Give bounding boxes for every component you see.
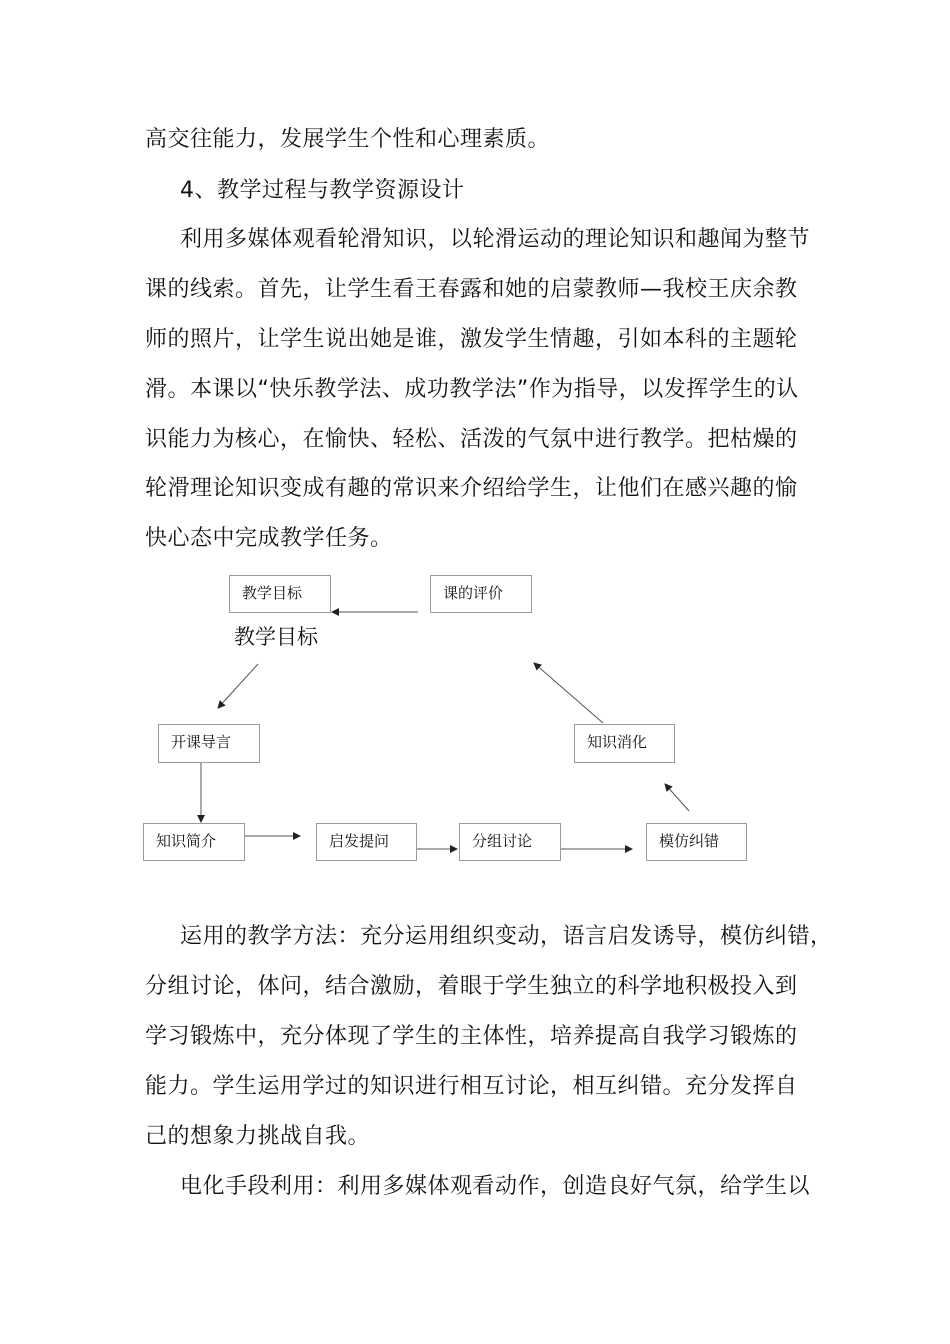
text-line: 师的照片，让学生说出她是谁，激发学生情趣，引如本科的主题轮: [145, 327, 798, 352]
box-lesson-evaluation: 课的评价: [430, 575, 532, 613]
text-line: 己的想象力挑战自我。: [145, 1124, 371, 1149]
text-line: 课的线索。首先，让学生看王春露和她的启蒙教师—我校王庆余教: [145, 277, 798, 302]
text-line: 学习锻炼中，充分体现了学生的主体性，培养提高自我学习锻炼的: [145, 1024, 798, 1049]
arrow-goal-to-intro: [218, 664, 258, 708]
box-knowledge-digest: 知识消化: [574, 724, 675, 763]
text-line: 高交往能力，发展学生个性和心理素质。: [145, 127, 551, 152]
text-line: 分组讨论，体问，结合激励，着眼于学生独立的科学地积极投入到: [145, 974, 798, 999]
box-knowledge-intro: 知识简介: [143, 823, 245, 861]
box-group-discussion: 分组讨论: [459, 823, 561, 861]
text-line: 利用多媒体观看轮滑知识，以轮滑运动的理论知识和趣闻为整节: [180, 227, 811, 252]
arrow-imitate-to-digest: [665, 784, 689, 811]
text-line: 能力。学生运用学过的知识进行相互讨论，相互纠错。充分发挥自: [145, 1074, 798, 1099]
text-line: 运用的教学方法：充分运用组织变动，语言启发诱导，模仿纠错，: [180, 924, 833, 949]
text-line: 快心态中完成教学任务。: [145, 526, 393, 551]
arrow-digest-to-evaluation: [534, 663, 603, 723]
text-line: 滑。本课以“快乐教学法、成功教学法”作为指导，以发挥学生的认: [145, 377, 799, 402]
diagram-title: 教学目标: [234, 625, 318, 649]
text-line: 电化手段利用：利用多媒体观看动作，创造良好气氛，给学生以: [180, 1174, 811, 1199]
text-line: 识能力为核心，在愉快、轻松、活泼的气氛中进行教学。把枯燥的: [145, 427, 798, 452]
box-imitate-correct: 模仿纠错: [646, 823, 747, 861]
box-inspire-question: 启发提问: [316, 823, 417, 861]
section-heading: 4、教学过程与教学资源设计: [180, 178, 465, 203]
box-teaching-goal: 教学目标: [229, 575, 331, 613]
box-lesson-intro: 开课导言: [158, 724, 260, 763]
text-line: 轮滑理论知识变成有趣的常识来介绍给学生，让他们在感兴趣的愉: [145, 476, 798, 501]
